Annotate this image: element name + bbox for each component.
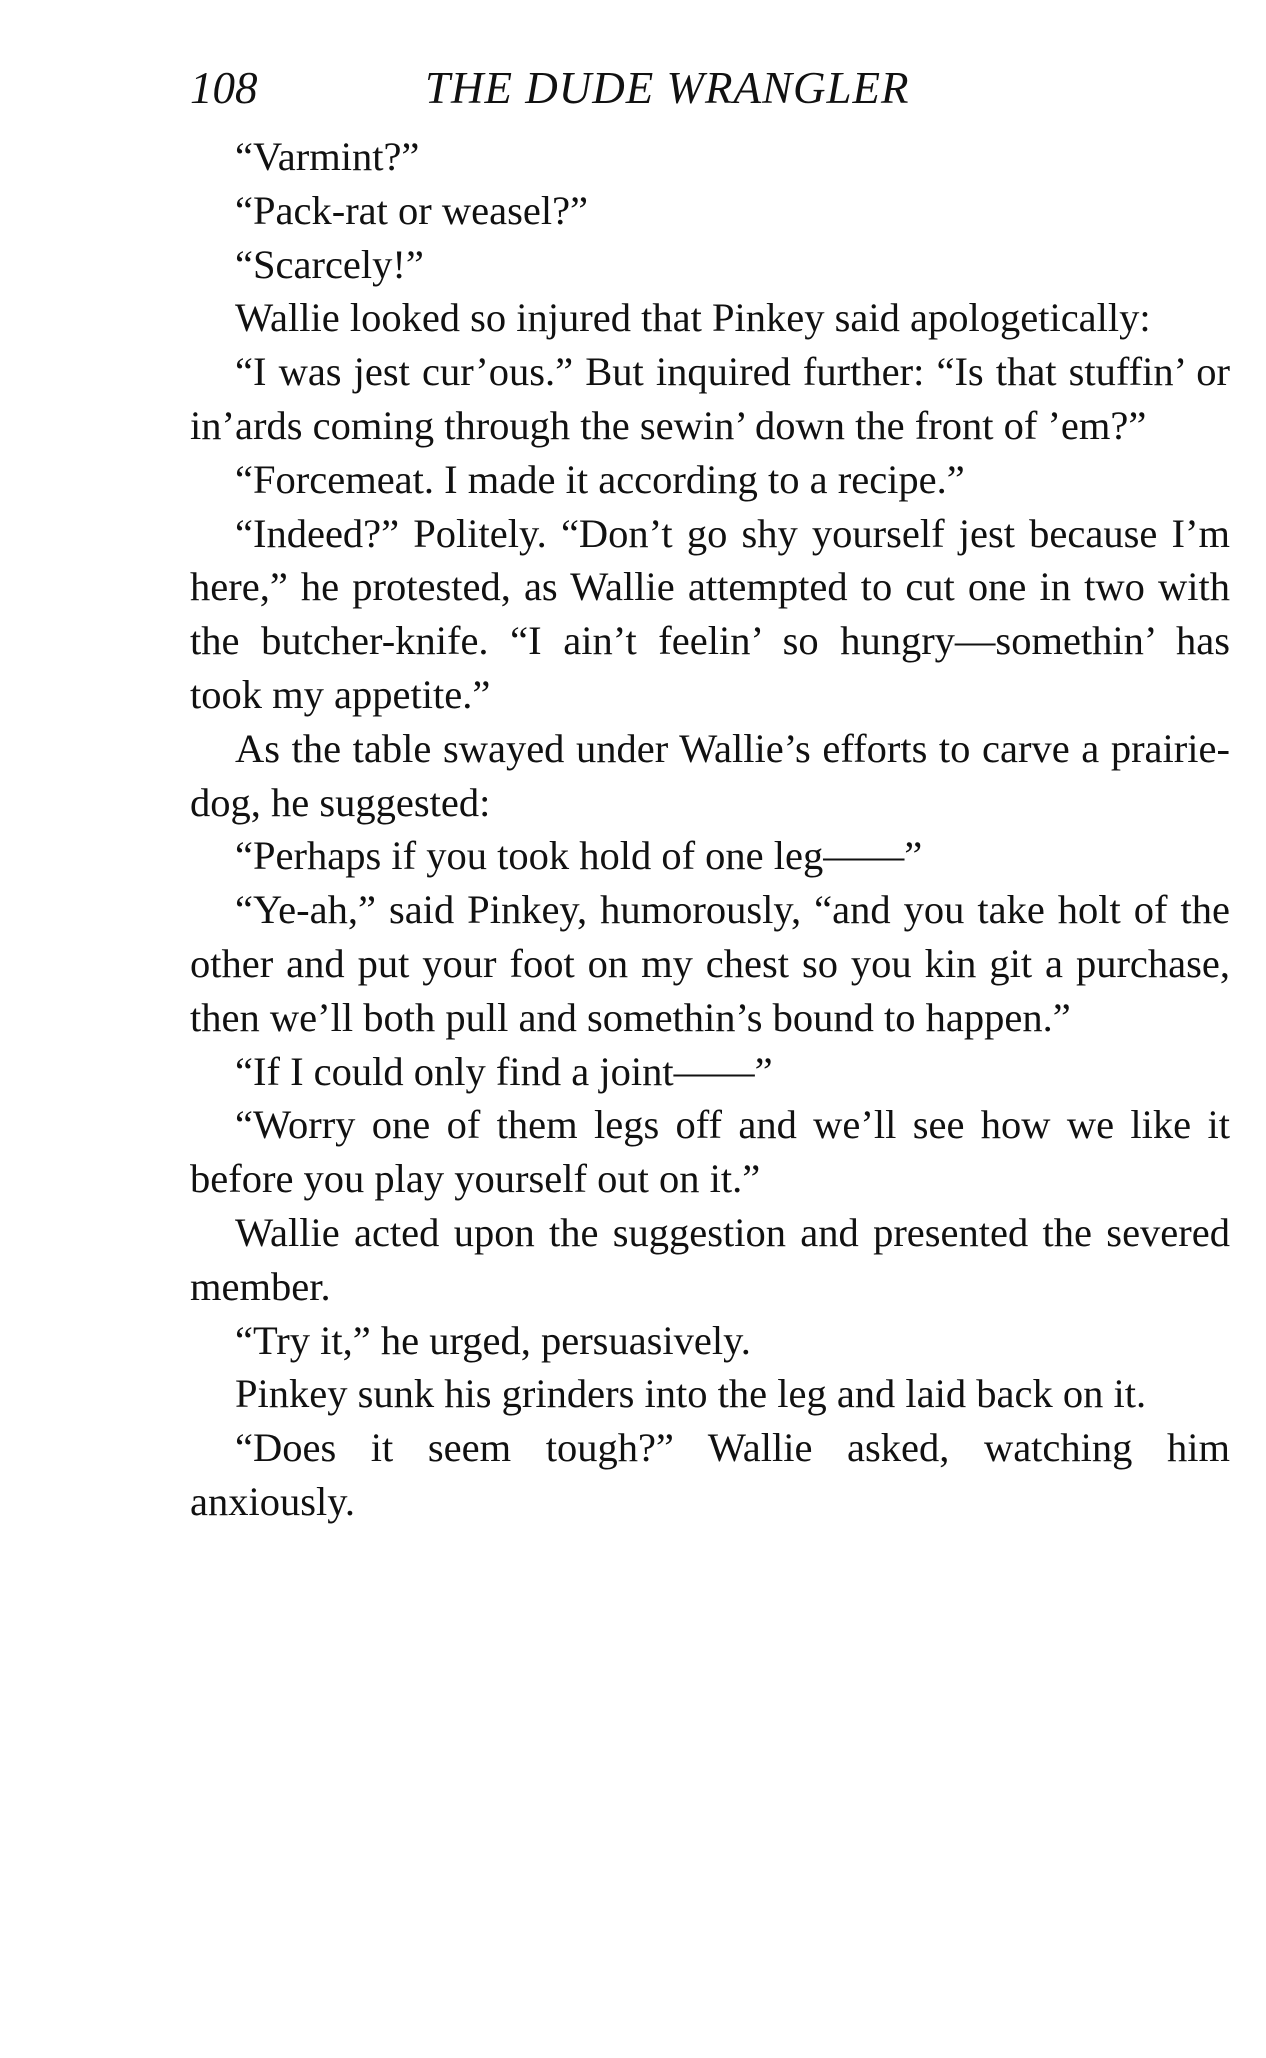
paragraph: Wallie acted upon the suggestion and presented the severed member. xyxy=(190,1209,1230,1309)
page-number: 108 xyxy=(190,63,258,113)
paragraph: “Forcemeat. I made it according to a recipe.” xyxy=(235,456,965,502)
paragraph: “Pack-rat or weasel?” xyxy=(235,187,589,233)
paragraph: “I was jest cur’ous.” But inquired further: “Is that stuffin’ or in’ards coming through the sewin’ down the front of ’em?” xyxy=(190,349,1230,448)
paragraph: Pinkey sunk his grinders into the leg and laid back on it. xyxy=(235,1371,1147,1417)
paragraph: “Does it seem tough?” Wallie asked, watching him anxiously. xyxy=(190,1425,1230,1524)
paragraph: “Scarcely!” xyxy=(235,241,424,287)
paragraph: “Worry one of them legs off and we’ll see how we like it before you play yourself out on it.” xyxy=(190,1102,1230,1202)
paragraph: Wallie looked so injured that Pinkey said apologetically: xyxy=(235,295,1151,341)
paragraph: As the table swayed under Wallie’s efforts to carve a prairie-dog, he suggested: xyxy=(190,725,1230,825)
body-text xyxy=(190,130,1230,1529)
paragraph: “Varmint?” xyxy=(235,134,420,179)
paragraph: “If I could only find a joint——” xyxy=(235,1048,773,1094)
page-header xyxy=(190,58,1230,118)
paragraph: “Perhaps if you took hold of one leg——” xyxy=(235,833,923,879)
paragraph: “Try it,” he urged, persuasively. xyxy=(235,1317,751,1363)
running-title: THE DUDE WRANGLER xyxy=(425,63,910,113)
paragraph: “Indeed?” Politely. “Don’t go shy yourself jest because I’m here,” he protested, as Wallie attempted to cut one in two with the butcher-knife. “I ain’t feelin’ so hungry—somethin’ has took my appetite.” xyxy=(190,510,1230,717)
paragraph: “Ye-ah,” said Pinkey, humorously, “and you take holt of the other and put your foot on my chest so you kin git a purchase, then we’ll both pull and somethin’s bound to happen.” xyxy=(190,887,1230,1040)
